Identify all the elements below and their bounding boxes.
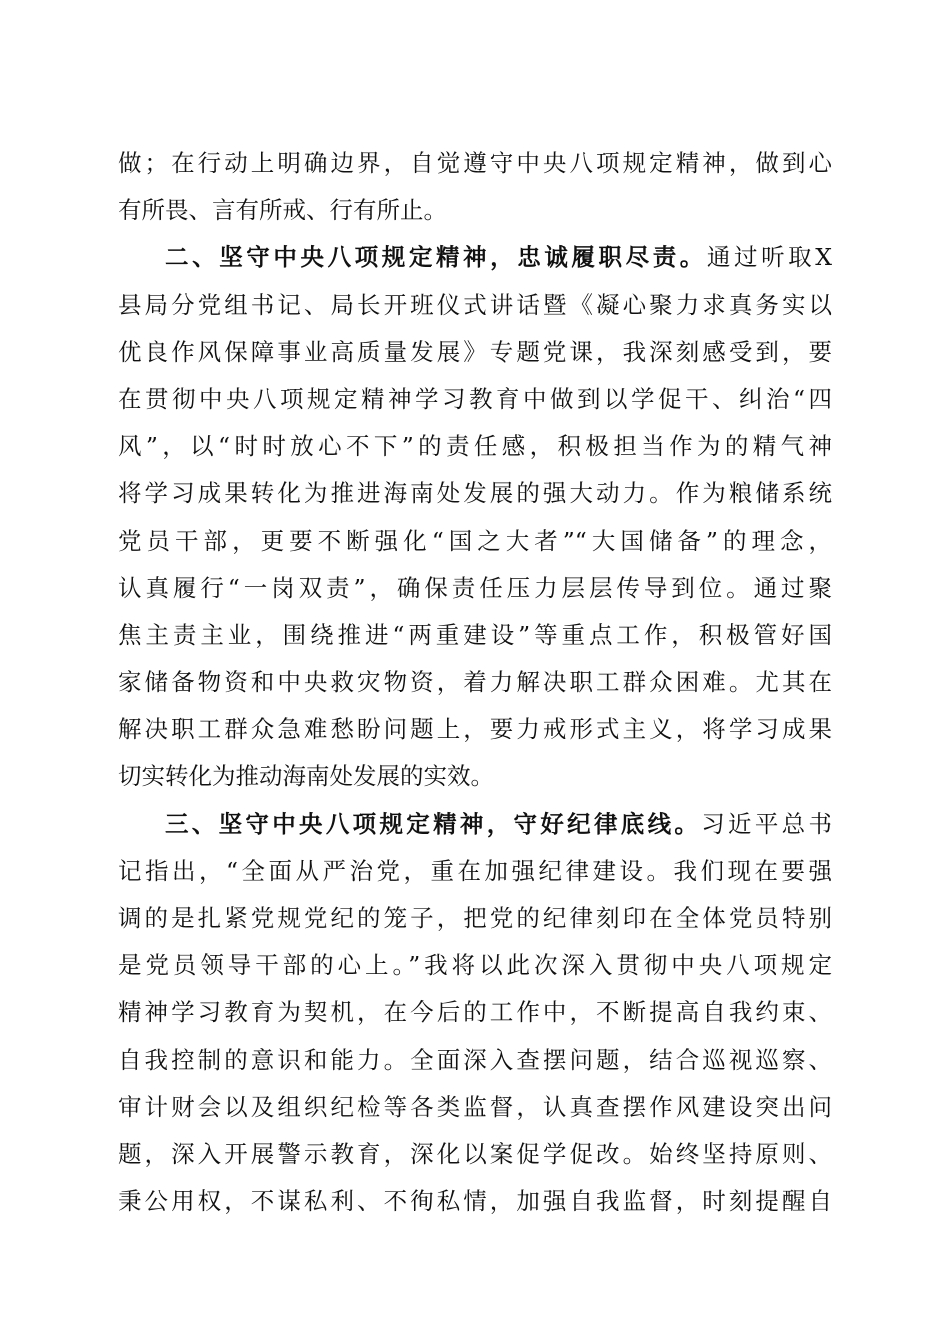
text-line: 在贯彻中央八项规定精神学习教育中做到以学促干、纠治“四 — [118, 384, 832, 413]
text-line: 秉公用权，不谋私利、不徇私情，加强自我监督，时刻提醒自 — [118, 1187, 832, 1216]
text-line: 审计财会以及组织纪检等各类监督，认真查摆作风建设突出问 — [118, 1092, 832, 1121]
paragraph-first-line — [118, 801, 832, 848]
text-line: 做；在行动上明确边界，自觉遵守中央八项规定精神，做到心 — [118, 149, 832, 177]
text-line: 焦主责主业，围绕推进“两重建设”等重点工作，积极管好国 — [118, 620, 832, 649]
text-line: 题，深入开展警示教育，深化以案促学促改。始终坚持原则、 — [118, 1139, 832, 1168]
text-line: 调的是扎紧党规党纪的笼子，把党的纪律刻印在全体党员特别 — [118, 904, 832, 932]
text-line: 认真履行“一岗双责”，确保责任压力层层传导到位。通过聚 — [118, 573, 832, 602]
text-run: 习近平总书 — [701, 809, 832, 838]
text-line: 精神学习教育为契机，在今后的工作中，不断提高自我约束、 — [118, 998, 832, 1027]
text-line: 将学习成果转化为推进海南处发展的强大动力。作为粮储系统 — [118, 479, 832, 508]
document-body — [118, 140, 832, 1225]
paragraph-3 — [118, 801, 832, 1226]
text-line: 优良作风保障事业高质量发展》专题党课，我深刻感受到，要 — [118, 337, 832, 366]
text-line: 记指出，“全面从严治党，重在加强纪律建设。我们现在要强 — [118, 856, 832, 885]
text-line: 风”，以“时时放心不下”的责任感，积极担当作为的精气神 — [118, 432, 832, 461]
text-line: 家储备物资和中央救灾物资，着力解决职工群众困难。尤其在 — [118, 668, 832, 697]
text-line: 切实转化为推动海南处发展的实效。 — [118, 762, 494, 791]
text-line: 是党员领导干部的心上。”我将以此次深入贯彻中央八项规定 — [118, 951, 832, 980]
paragraph-2 — [118, 234, 832, 800]
text-line: 县局分党组书记、局长开班仪式讲话暨《凝心聚力求真务实以 — [118, 290, 832, 319]
text-run: 通过听取X — [706, 243, 832, 272]
text-line: 党员干部，更要不断强化“国之大者”“大国储备”的理念， — [118, 526, 832, 555]
text-line: 解决职工群众急难愁盼问题上，要力戒形式主义，将学习成果 — [118, 715, 832, 744]
text-line: 有所畏、言有所戒、行有所止。 — [118, 196, 447, 225]
paragraph-first-line — [118, 234, 832, 281]
section-heading: 三、坚守中央八项规定精神，守好纪律底线。 — [165, 809, 702, 838]
paragraph-1 — [118, 140, 832, 234]
section-heading: 二、坚守中央八项规定精神，忠诚履职尽责。 — [165, 243, 707, 272]
text-line: 自我控制的意识和能力。全面深入查摆问题，结合巡视巡察、 — [118, 1045, 832, 1074]
